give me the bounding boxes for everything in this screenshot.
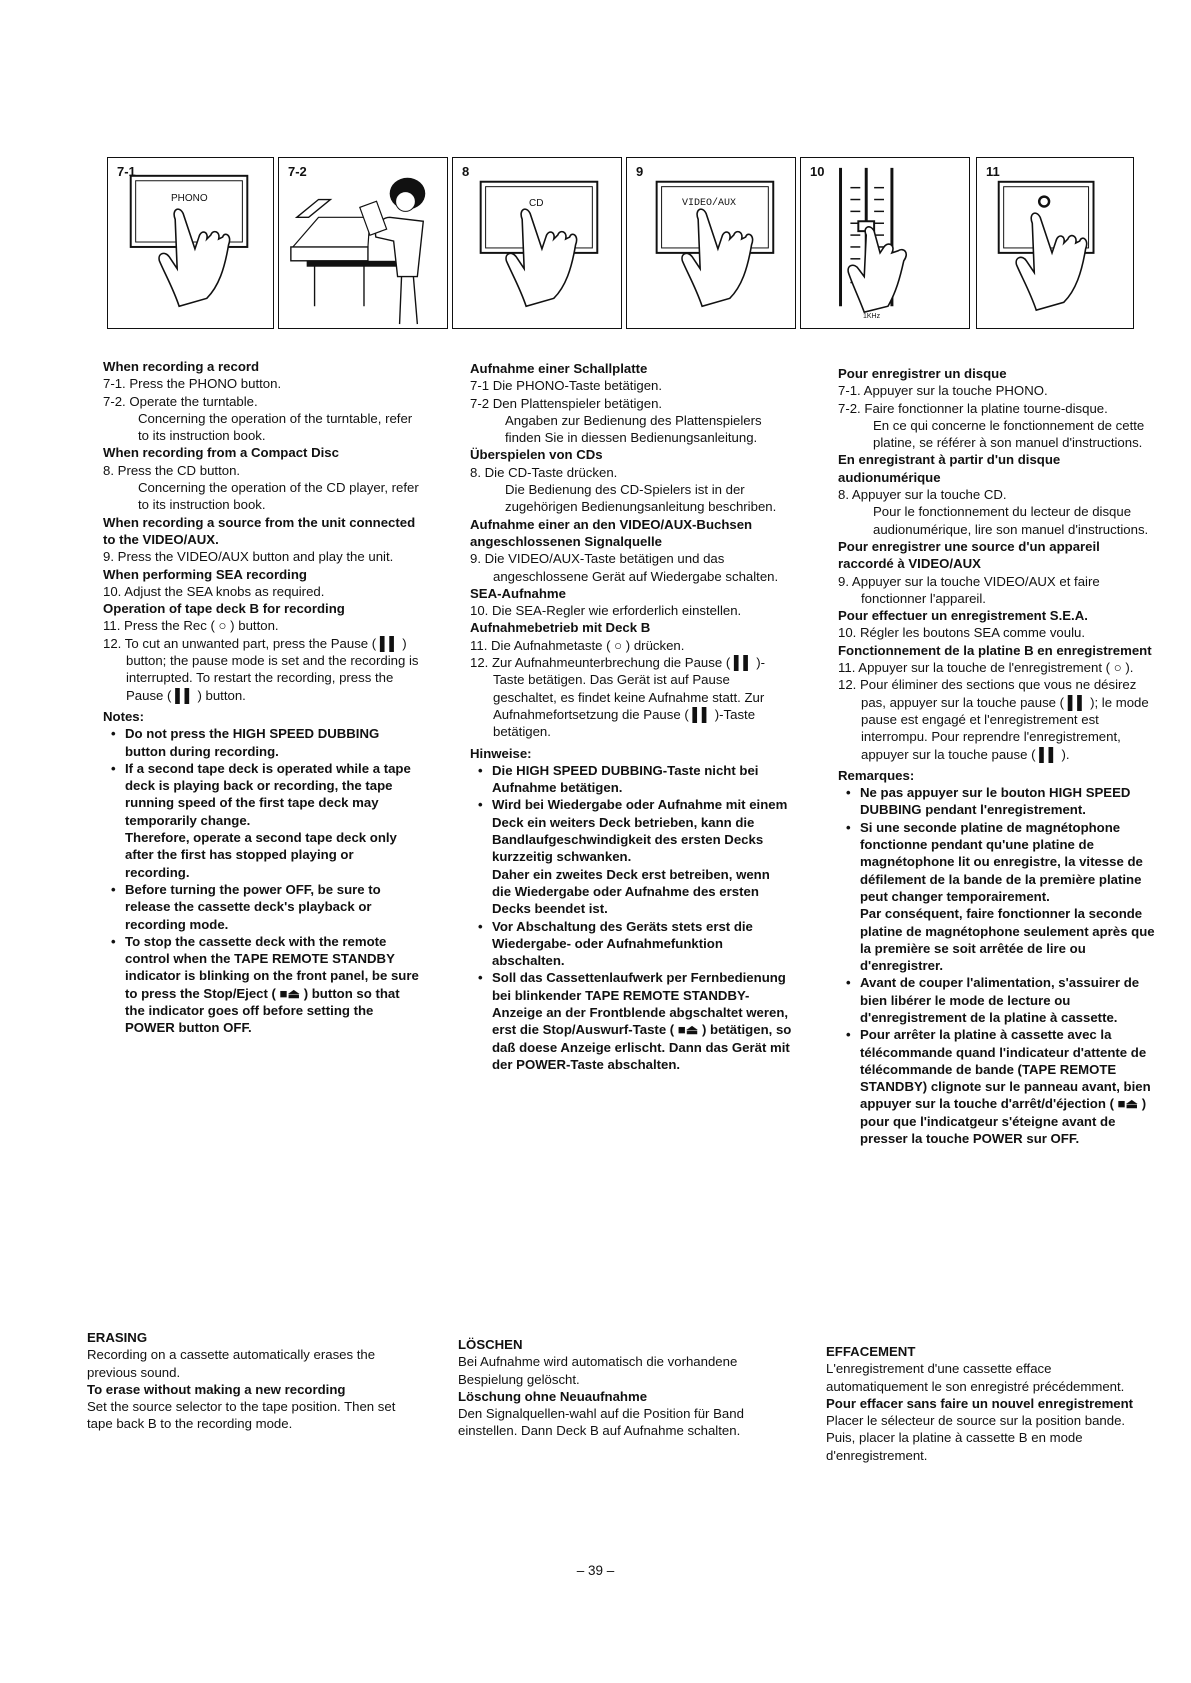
hand-pressing-rec-icon bbox=[977, 158, 1133, 328]
german-column bbox=[470, 360, 792, 1073]
erasing-title: LÖSCHEN bbox=[458, 1337, 523, 1352]
note-4: • To stop the cassette deck with the remote control when the TAPE REMOTE STANDBY indicator is blinking on the front panel, be sure to press the Stop/Eject ( ■⏏ ) button so that the indicator goes off before setting the POWER button OFF. bbox=[103, 933, 421, 1037]
step-8: 8. Die CD-Taste drücken. bbox=[470, 464, 618, 480]
figure-8 bbox=[452, 157, 622, 329]
heading-sea: SEA-Aufnahme bbox=[470, 585, 566, 601]
phono-label: PHONO bbox=[171, 193, 208, 204]
step-7-1: 7-1. Press the PHONO button. bbox=[103, 376, 282, 392]
figure-10 bbox=[800, 157, 970, 329]
heading-sea: Pour effectuer un enregistrement S.E.A. bbox=[838, 608, 1088, 624]
step-7-1: 7-1. Appuyer sur la touche PHONO. bbox=[838, 383, 1048, 399]
english-column bbox=[103, 358, 421, 1037]
note-4: • Pour arrêter la platine à cassette avec la télécommande quand l'indicateur d'attente de télécommande de bande (TAPE REMOTE STANDBY) clignote sur le panneau avant, bien appuyer sur la touche d'arrêt/d'éjection ( ■⏏ ) pour que l'indicatgeur s'éteigne avant de presser la touche POWER sur OFF. bbox=[838, 1026, 1156, 1147]
heading-video-aux: When recording a source from the unit connected to the VIDEO/AUX. bbox=[103, 514, 416, 547]
step-11: 11. Die Aufnahmetaste ( ○ ) drücken. bbox=[470, 637, 685, 653]
heading-record: When recording a record bbox=[103, 359, 260, 374]
step-7-2-note: Concerning the operation of the turntable, refer to its instruction book. bbox=[138, 410, 413, 444]
french-erasing bbox=[826, 1343, 1156, 1464]
hand-pressing-phono-icon bbox=[108, 158, 273, 328]
note-3: • Avant de couper l'alimentation, s'assuirer de bien libérer le mode de lecture ou d'enregistrement de la platine à cassette. bbox=[838, 974, 1156, 1026]
step-12: 12. To cut an unwanted part, press the Pause ( ▌▌ ) button; the pause mode is set and the recording is interrupted. To restart the recording, press the Pause ( ▌▌ ) button. bbox=[103, 635, 419, 703]
sea-sliders-hand-icon bbox=[801, 158, 969, 328]
figure-number: 7-1 bbox=[117, 164, 136, 179]
step-7-2: 7-2 Den Plattenspieler betätigen. bbox=[470, 395, 663, 411]
figure-9 bbox=[626, 157, 796, 329]
erasing-text: Recording on a cassette automatically erases the previous sound. bbox=[87, 1347, 376, 1380]
erasing-heading-2: Pour effacer sans faire un nouvel enregistrement bbox=[826, 1395, 1134, 1411]
heading-cd: Überspielen von CDs bbox=[470, 447, 603, 463]
figure-number: 7-2 bbox=[288, 164, 307, 179]
video-aux-label: VIDEO/AUX bbox=[682, 198, 737, 209]
note-1: • Ne pas appuyer sur le bouton HIGH SPEED DUBBING pendant l'enregistrement. bbox=[838, 784, 1156, 819]
step-9: 9. Die VIDEO/AUX-Taste betätigen und das angeschlossene Gerät auf Wiedergabe schalten. bbox=[470, 551, 779, 584]
figure-7-1 bbox=[107, 157, 274, 329]
notes-title: Notes: bbox=[103, 708, 145, 724]
heading-deck-b: Operation of tape deck B for recording bbox=[103, 601, 345, 617]
erasing-text-2: Set the source selector to the tape position. Then set tape back B to the recording mode. bbox=[87, 1399, 396, 1432]
note-2: • If a second tape deck is operated while a tape deck is playing back or recording, the tape running speed of the first tape deck may temporarily change. bbox=[103, 760, 421, 829]
heading-record: Aufnahme einer Schallplatte bbox=[470, 361, 648, 376]
step-10: 10. Die SEA-Regler wie erforderlich einstellen. bbox=[470, 603, 742, 619]
hand-pressing-video-aux-icon bbox=[627, 158, 795, 328]
erasing-heading-2: To erase without making a new recording bbox=[87, 1381, 346, 1397]
hand-pressing-cd-icon bbox=[453, 158, 621, 328]
note-3: • Vor Abschaltung des Geräts stets erst die Wiedergabe- oder Aufnahmefunktion abschalten. bbox=[470, 918, 792, 970]
step-8-note: Concerning the operation of the CD player, refer to its instruction book. bbox=[138, 480, 419, 513]
note-2: • Wird bei Wiedergabe oder Aufnahme mit einem Deck ein weiters Deck betrieben, kann die Bandlaufgeschwindigkeit des ersten Decks kurzzeitig schwanken. bbox=[470, 796, 792, 865]
erasing-title: ERASING bbox=[87, 1330, 148, 1345]
french-column bbox=[838, 365, 1156, 1147]
step-7-2-note: Angaben zur Bedienung des Plattenspielers finden Sie in diessen Bedienungsanleitung. bbox=[505, 412, 762, 446]
step-8-note: Die Bedienung des CD-Spielers ist in der zugehörigen Bedienungsanleitung beschriben. bbox=[505, 482, 777, 515]
note-2b: Therefore, operate a second tape deck only after the first has stopped playing or recording. bbox=[125, 830, 397, 880]
erasing-title: EFFACEMENT bbox=[826, 1344, 916, 1359]
figure-11 bbox=[976, 157, 1134, 329]
step-11: 11. Press the Rec ( ○ ) button. bbox=[103, 618, 279, 634]
step-8: 8. Appuyer sur la touche CD. bbox=[838, 487, 1007, 503]
erasing-text: L'enregistrement d'une cassette efface automatiquement le son enregistré précédemment. bbox=[826, 1361, 1125, 1394]
step-11: 11. Appuyer sur la touche de l'enregistrement ( ○ ). bbox=[838, 660, 1134, 676]
khz-label: 1KHz bbox=[863, 313, 881, 320]
english-erasing bbox=[87, 1329, 417, 1433]
figure-number: 8 bbox=[462, 164, 470, 179]
heading-cd: En enregistrant à partir d'un disque audionumérique bbox=[838, 452, 1061, 485]
step-10: 10. Adjust the SEA knobs as required. bbox=[103, 583, 325, 599]
heading-video-aux: Pour enregistrer une source d'un appareil raccordé à VIDEO/AUX bbox=[838, 538, 1100, 572]
note-1: • Die HIGH SPEED DUBBING-Taste nicht bei Aufnahme betätigen. bbox=[470, 762, 792, 797]
step-9: 9. Appuyer sur la touche VIDEO/AUX et faire fonctionner l'appareil. bbox=[838, 573, 1100, 606]
heading-cd: When recording from a Compact Disc bbox=[103, 445, 339, 461]
cd-label: CD bbox=[529, 198, 544, 209]
step-8: 8. Press the CD button. bbox=[103, 462, 241, 478]
erasing-heading-2: Löschung ohne Neuaufnahme bbox=[458, 1388, 648, 1404]
step-8-note: Pour le fonctionnement du lecteur de disque audionumérique, lire son manuel d'instructions. bbox=[873, 504, 1149, 537]
step-7-1: 7-1 Die PHONO-Taste betätigen. bbox=[470, 378, 663, 394]
heading-video-aux: Aufnahme einer an den VIDEO/AUX-Buchsen angeschlossenen Signalquelle bbox=[470, 516, 753, 549]
step-7-2: 7-2. Faire fonctionner la platine tourne-disque. bbox=[838, 400, 1108, 416]
heading-record: Pour enregistrer un disque bbox=[838, 366, 1007, 381]
step-12: 12. Zur Aufnahmeunterbrechung die Pause ( ▌▌ )-Taste betätigen. Das Gerät ist auf Pause geschaltet, es findet keine Aufnahme statt. Zur Aufnahmefortsetzung die Pause ( ▌▌ )-Taste betätigen. bbox=[470, 655, 766, 740]
erasing-text-2: Placer le sélecteur de source sur la position bande. Puis, placer la platine à cassette B en mode d'enregistrement. bbox=[826, 1413, 1126, 1463]
page-number: – 39 – bbox=[576, 1563, 615, 1578]
notes-title: Hinweise: bbox=[470, 745, 532, 761]
note-2b: Daher ein zweites Deck erst betreiben, wenn die Wiedergabe oder Aufnahme des ersten Decks beendet ist. bbox=[492, 866, 770, 917]
notes-title: Remarques: bbox=[838, 767, 915, 783]
note-2: • Si une seconde platine de magnétophone fonctionne pendant qu'une platine de magnétophone lit ou enregistre, la vitesse de défilement de la bande de la première platine peut changer temporairement. bbox=[838, 819, 1156, 905]
person-operating-turntable-icon bbox=[279, 158, 447, 328]
step-10: 10. Régler les boutons SEA comme voulu. bbox=[838, 625, 1086, 641]
heading-deck-b: Fonctionnement de la platine B en enregistrement bbox=[838, 642, 1152, 658]
figure-7-2 bbox=[278, 157, 448, 329]
step-7-2: 7-2. Operate the turntable. bbox=[103, 393, 258, 409]
figure-number: 10 bbox=[810, 164, 825, 179]
heading-sea: When performing SEA recording bbox=[103, 566, 307, 582]
note-2b: Par conséquent, faire fonctionner la seconde platine de magnétophone seulement après que la première se soit arrêtée de lire ou d'enregistrer. bbox=[860, 906, 1155, 974]
note-1: • Do not press the HIGH SPEED DUBBING button during recording. bbox=[103, 725, 421, 760]
step-7-2-note: En ce qui concerne le fonctionnement de cette platine, se référer à son manuel d'instructions. bbox=[873, 417, 1145, 451]
heading-deck-b: Aufnahmebetrieb mit Deck B bbox=[470, 620, 651, 636]
step-12: 12. Pour éliminer des sections que vous ne désirez pas, appuyer sur la touche pause ( ▌▌ ); le mode pause est engagé et l'enregistrement est interrompu. Pour reprendre l'enregistrement, appuyer sur la touche pause ( ▌▌ ). bbox=[838, 677, 1149, 762]
note-4: • Soll das Cassettenlaufwerk per Fernbedienung bei blinkender TAPE REMOTE STANDBY-Anzeige an der Frontblende abgschaltet weren, erst die Stop/Auswurf-Taste ( ■⏏ ) betätigen, so daß doese Anzeige erlischt. Dann das Gerät mit der POWER-Taste abschalten. bbox=[470, 969, 792, 1073]
figure-number: 11 bbox=[986, 164, 1000, 179]
step-9: 9. Press the VIDEO/AUX button and play the unit. bbox=[103, 549, 394, 565]
german-erasing bbox=[458, 1336, 788, 1440]
erasing-text-2: Den Signalquellen-wahl auf die Position für Band einstellen. Dann Deck B auf Aufnahme schalten. bbox=[458, 1406, 744, 1439]
erasing-text: Bei Aufnahme wird automatisch die vorhandene Bespielung gelöscht. bbox=[458, 1354, 738, 1387]
figure-number: 9 bbox=[636, 164, 644, 179]
note-3: • Before turning the power OFF, be sure to release the cassette deck's playback or recording mode. bbox=[103, 881, 421, 933]
